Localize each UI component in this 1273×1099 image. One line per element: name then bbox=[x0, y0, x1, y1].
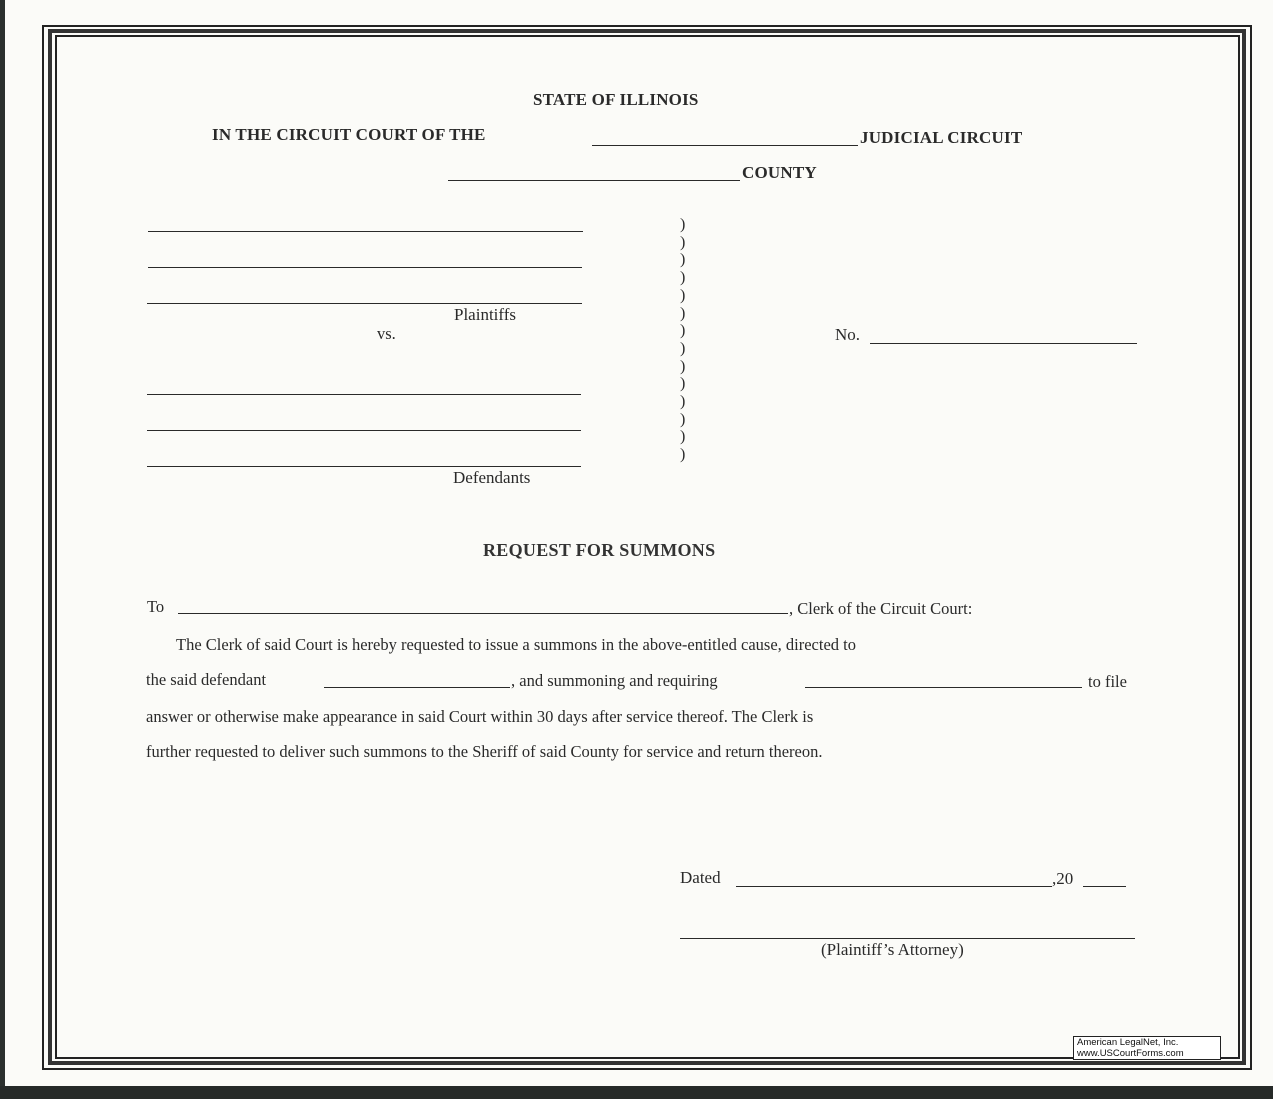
body-line-4: further requested to deliver such summons to the Sheriff of said County for service and return thereon. bbox=[146, 742, 823, 761]
form-title: REQUEST FOR SUMMONS bbox=[483, 540, 716, 560]
paren: ) bbox=[680, 410, 686, 428]
county-label: COUNTY bbox=[742, 163, 817, 182]
year-field[interactable] bbox=[1083, 886, 1126, 887]
paren: ) bbox=[680, 216, 686, 233]
county-field[interactable] bbox=[448, 180, 740, 181]
date-field[interactable] bbox=[736, 886, 1052, 887]
scan-shadow-bottom bbox=[0, 1086, 1273, 1099]
case-number-label: No. bbox=[835, 325, 861, 344]
defendant-name-field[interactable] bbox=[324, 687, 510, 688]
defendant-line-1[interactable] bbox=[147, 394, 581, 395]
judicial-circuit-field[interactable] bbox=[592, 145, 858, 146]
defendants-label: Defendants bbox=[453, 468, 531, 487]
paren: ) bbox=[680, 428, 686, 446]
paren: ) bbox=[680, 269, 686, 287]
state-heading: STATE OF ILLINOIS bbox=[533, 90, 699, 109]
body-line-3: answer or otherwise make appearance in said Court within 30 days after service thereof. The Clerk is bbox=[146, 707, 814, 726]
dated-label: Dated bbox=[680, 868, 721, 887]
plaintiff-line-2[interactable] bbox=[148, 267, 582, 268]
plaintiff-line-3[interactable] bbox=[147, 303, 582, 304]
attorney-label: (Plaintiff’s Attorney) bbox=[821, 940, 964, 959]
paren: ) bbox=[680, 322, 686, 340]
publisher-name: American LegalNet, Inc. bbox=[1077, 1037, 1179, 1048]
plaintiff-line-1[interactable] bbox=[148, 231, 583, 232]
caption-paren-column bbox=[680, 216, 685, 464]
scan-shadow-left bbox=[0, 0, 5, 1099]
paren: ) bbox=[680, 304, 686, 322]
court-heading-prefix: IN THE CIRCUIT COURT OF THE bbox=[212, 125, 486, 144]
plaintiffs-label: Plaintiffs bbox=[454, 305, 517, 324]
vs-label: vs. bbox=[377, 324, 396, 343]
body-line-1: The Clerk of said Court is hereby requested to issue a summons in the above-entitled cause, directed to bbox=[176, 635, 856, 654]
paren: ) bbox=[680, 375, 686, 393]
publisher-badge bbox=[1073, 1036, 1221, 1060]
attorney-signature-field[interactable] bbox=[680, 938, 1135, 939]
paren: ) bbox=[680, 251, 686, 269]
to-label: To bbox=[147, 597, 165, 616]
case-number-field[interactable] bbox=[870, 343, 1137, 344]
publisher-url: www.USCourtForms.com bbox=[1077, 1047, 1184, 1059]
paren: ) bbox=[680, 286, 686, 304]
paren: ) bbox=[680, 233, 686, 251]
clerk-name-field[interactable] bbox=[178, 613, 788, 614]
paren: ) bbox=[680, 446, 686, 464]
paren: ) bbox=[680, 339, 686, 357]
court-heading-suffix: JUDICIAL CIRCUIT bbox=[860, 128, 1023, 147]
defendant-line-3[interactable] bbox=[147, 466, 581, 467]
clerk-suffix: , Clerk of the Circuit Court: bbox=[789, 599, 973, 618]
body-line-2-c: to file bbox=[1088, 672, 1127, 691]
paren: ) bbox=[680, 393, 686, 411]
requiring-field[interactable] bbox=[805, 687, 1082, 688]
paren: ) bbox=[680, 357, 686, 375]
body-line-2-b: , and summoning and requiring bbox=[511, 671, 718, 690]
year-prefix: ,20 bbox=[1052, 869, 1074, 888]
defendant-line-2[interactable] bbox=[147, 430, 581, 431]
body-line-2-a: the said defendant bbox=[146, 670, 267, 689]
